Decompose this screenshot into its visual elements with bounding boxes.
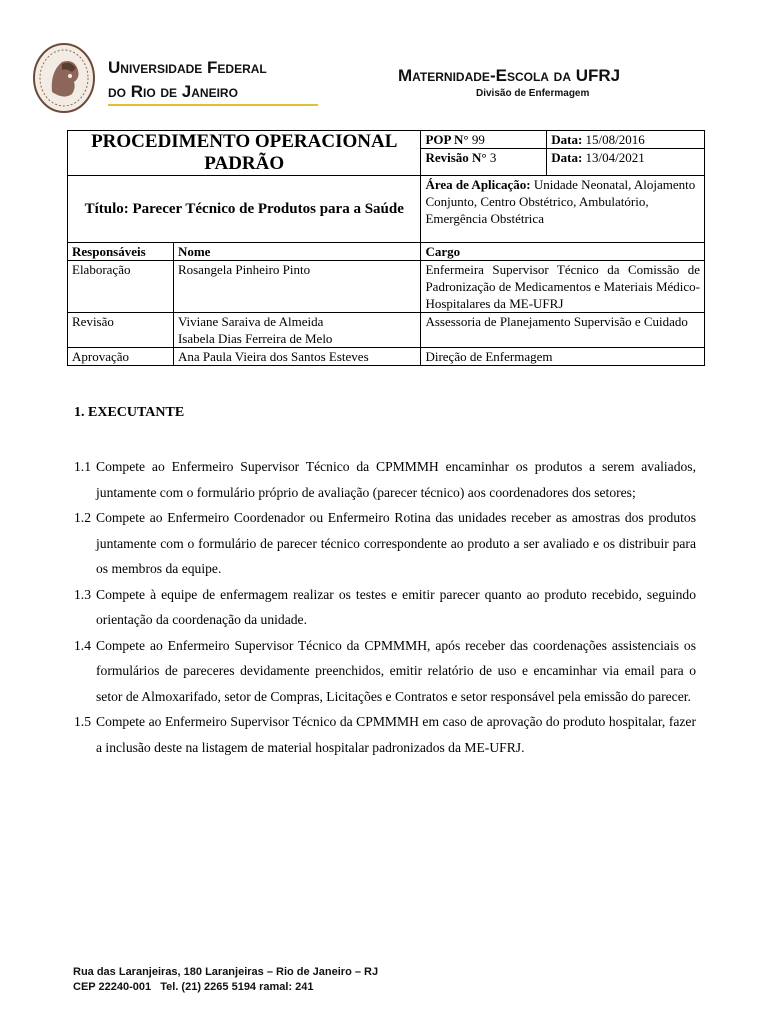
division-name: Divisão de Enfermagem bbox=[476, 88, 590, 99]
item-text: Compete ao Enfermeiro Supervisor Técnico da CPMMMH, após receber das coordenações assistenciais os formulários de pareceres devidamente preenchidos, emitir relatório de uso e encaminhar via email para o setor de Almoxarifado, setor de Compras, Licitações e Contratos e setor responsável pela emissão do parecer. bbox=[96, 637, 696, 704]
table-row bbox=[68, 348, 705, 366]
col-header-responsaveis: Responsáveis bbox=[68, 243, 174, 261]
university-seal-logo bbox=[32, 42, 96, 114]
doc-title-cell bbox=[68, 176, 421, 243]
list-item bbox=[74, 505, 696, 582]
table-row bbox=[68, 313, 705, 348]
revision-date-cell bbox=[547, 149, 705, 176]
revision-date: 13/04/2021 bbox=[585, 150, 645, 165]
table-row bbox=[68, 261, 705, 313]
item-number: 1.4 bbox=[74, 637, 91, 653]
doc-title-label: Título: bbox=[84, 200, 129, 217]
pop-date: 15/08/2016 bbox=[585, 132, 645, 147]
header-underline bbox=[108, 104, 318, 106]
doc-title: Parecer Técnico de Produtos para a Saúde bbox=[132, 200, 404, 217]
pop-number: 99 bbox=[471, 132, 485, 147]
row-role: Elaboração bbox=[68, 261, 174, 313]
row-name: Ana Paula Vieira dos Santos Esteves bbox=[173, 348, 421, 366]
maternity-name: Maternidade-Escola da UFRJ bbox=[398, 66, 621, 85]
footer-line1: Rua das Laranjeiras, 180 Laranjeiras – Rio de Janeiro – RJ bbox=[73, 966, 379, 978]
row-name: Isabela Dias Ferreira de Melo bbox=[177, 331, 333, 346]
list-item bbox=[74, 633, 696, 710]
section-heading: 1. EXECUTANTE bbox=[74, 405, 185, 420]
item-number: 1.3 bbox=[74, 586, 91, 602]
revision-number-label: Revisão N° bbox=[425, 150, 487, 165]
list-item bbox=[74, 454, 696, 505]
item-number: 1.5 bbox=[74, 714, 91, 729]
item-text: Compete à equipe de enfermagem realizar os testes e emitir parecer quanto ao produto recebido, seguindo orientação da coordenação da unidade. bbox=[96, 586, 696, 627]
list-item bbox=[74, 582, 696, 633]
footer-address bbox=[73, 965, 378, 995]
pop-title: PROCEDIMENTO OPERACIONAL PADRÃO bbox=[91, 131, 398, 174]
executante-list bbox=[74, 454, 696, 760]
pop-number-cell bbox=[421, 131, 547, 149]
list-item bbox=[74, 709, 696, 760]
pop-header-table bbox=[67, 130, 705, 366]
row-name: Rosangela Pinheiro Pinto bbox=[173, 261, 421, 313]
footer-line2: CEP 22240-001 Tel. (21) 2265 5194 ramal: 241 bbox=[73, 981, 314, 993]
col-header-cargo: Cargo bbox=[421, 243, 705, 261]
item-number: 1.2 bbox=[74, 510, 91, 525]
item-text: Compete ao Enfermeiro Coordenador ou Enfermeiro Rotina das unidades receber as amostras dos produtos juntamente com o formulário de parecer técnico correspondente ao produto a ser avaliado e os distribuir para os membros da equipe. bbox=[96, 510, 696, 576]
item-text: Compete ao Enfermeiro Supervisor Técnico da CPMMMH encaminhar os produtos a serem avaliados, juntamente com o formulário próprio de avaliação (parecer técnico) aos coordenadores dos setores; bbox=[96, 459, 696, 500]
university-name bbox=[108, 56, 267, 104]
revision-date-label: Data: bbox=[551, 150, 583, 165]
row-cargo: Enfermeira Supervisor Técnico da Comissão de Padronização de Medicamentos e Materiais Médico-Hospitalares da ME-UFRJ bbox=[421, 261, 705, 313]
col-header-nome: Nome bbox=[173, 243, 421, 261]
item-number: 1.1 bbox=[74, 459, 91, 474]
area-value: Unidade Neonatal, Alojamento Conjunto, Centro Obstétrico, Ambulatório, Emergência Obstétrica bbox=[425, 177, 696, 226]
row-role: Aprovação bbox=[68, 348, 174, 366]
item-text: Compete ao Enfermeiro Supervisor Técnico da CPMMMH em caso de aprovação do produto hospitalar, fazer a inclusão deste na listagem de material hospitalar padronizados da ME-UFRJ. bbox=[96, 714, 696, 755]
area-cell bbox=[421, 176, 705, 243]
pop-title-cell bbox=[68, 131, 421, 176]
row-names bbox=[173, 313, 421, 348]
revision-number-cell bbox=[421, 149, 547, 176]
university-name-line1: Universidade Federal bbox=[108, 58, 267, 77]
revision-number: 3 bbox=[489, 150, 497, 165]
university-name-line2: do Rio de Janeiro bbox=[108, 82, 238, 101]
pop-date-cell bbox=[547, 131, 705, 149]
area-label: Área de Aplicação: bbox=[425, 177, 531, 192]
pop-date-label: Data: bbox=[551, 132, 583, 147]
row-role: Revisão bbox=[68, 313, 174, 348]
row-cargo: Assessoria de Planejamento Supervisão e Cuidado bbox=[421, 313, 705, 348]
row-name: Viviane Saraiva de Almeida bbox=[177, 314, 324, 329]
pop-number-label: POP N° bbox=[425, 132, 469, 147]
row-cargo: Direção de Enfermagem bbox=[421, 348, 705, 366]
